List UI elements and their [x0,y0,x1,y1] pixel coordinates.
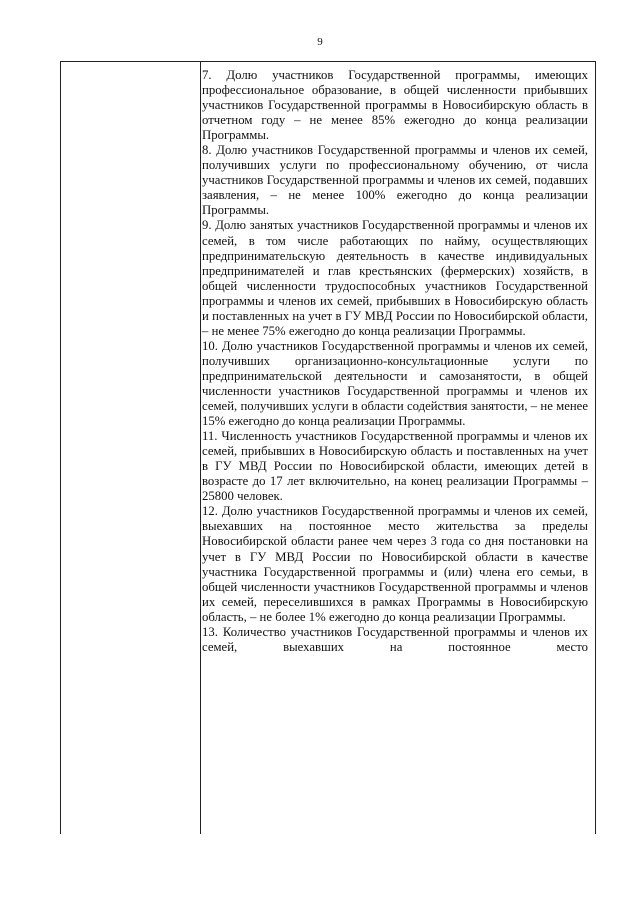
page-number: 9 [317,36,323,48]
table-left-cell [61,62,200,834]
content-table [60,61,596,834]
indicator-item-13: 13. Количество участников Государственной программы и членов их семей, выехавших на постоянное место [202,624,588,654]
indicator-item-12: 12. Долю участников Государственной программы и членов их семей, выехавших на постоянное место жительства за пределы Новосибирской области ранее чем через 3 года со дня постановки на учет в ГУ МВД России по Новосибирской области в качестве участника Государственной программы и (или) члена его семьи, в общей численности участников Государственной программы и членов их семей, переселившихся в рамках Программы в Новосибирскую область, – не более 1% ежегодно до конца реализации Программы. [202,504,588,624]
table-right-cell [202,68,588,655]
indicator-item-7: 7. Долю участников Государственной программы, имеющих профессиональное образование, в общей численности прибывших участников Государственной программы в Новосибирскую область в отчетном году – не менее 85% ежегодно до конца реализации Программы. [202,68,588,143]
indicator-item-11: 11. Численность участников Государственной программы и членов их семей, прибывших в Новосибирскую область и поставленных на учет в ГУ МВД России по Новосибирской области, имеющих детей в возрасте до 17 лет включительно, на конец реализации Программы – 25800 человек. [202,429,588,504]
indicator-item-9: 9. Долю занятых участников Государственной программы и членов их семей, в том числе работающих по найму, осуществляющих предпринимательскую деятельность в качестве индивидуальных предпринимателей и глав крестьянских (фермерских) хозяйств, в общей численности трудоспособных участников Государственной программы и членов их семей, прибывших в Новосибирскую область и поставленных на учет в ГУ МВД России по Новосибирской области, – не менее 75% ежегодно до конца реализации Программы. [202,218,588,338]
indicator-item-10: 10. Долю участников Государственной программы и членов их семей, получивших организационно-консультационные услуги по предпринимательской деятельности и самозанятости, в общей численности участников Государственной программы и членов их семей, получивших услуги в области содействия занятости, – не менее 15% ежегодно до конца реализации Программы. [202,338,588,429]
column-divider [200,62,201,834]
indicator-item-8: 8. Долю участников Государственной программы и членов их семей, получивших услуги по профессиональному обучению, от числа участников Государственной программы и членов их семей, подавших заявления, – не менее 100% ежегодно до конца реализации Программы. [202,143,588,218]
